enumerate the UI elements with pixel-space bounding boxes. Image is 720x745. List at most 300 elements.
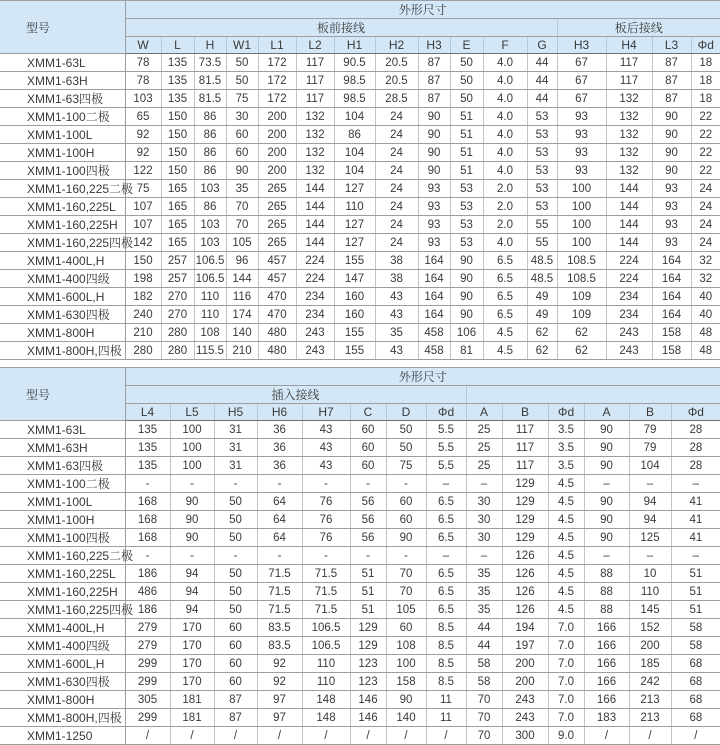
value-cell: 51 (671, 565, 720, 583)
value-cell: 90 (450, 270, 483, 288)
table-row (0, 72, 720, 90)
value-cell: 24 (375, 180, 418, 198)
value-cell: 28 (671, 421, 720, 439)
value-cell: 117 (502, 457, 548, 475)
col-header: H6 (257, 404, 302, 421)
value-cell: 22 (691, 108, 720, 126)
value-cell: 50 (386, 421, 426, 439)
value-cell: 38 (375, 270, 418, 288)
value-cell: 234 (296, 306, 334, 324)
col-header: L (161, 37, 194, 54)
value-cell: 100 (557, 216, 606, 234)
value-cell: 103 (194, 234, 226, 252)
value-cell: 168 (125, 529, 170, 547)
value-cell: 94 (170, 601, 214, 619)
value-cell: – (426, 475, 466, 493)
value-cell: 68 (671, 709, 720, 727)
value-cell: 224 (606, 270, 652, 288)
table-row (0, 180, 720, 198)
value-cell: 110 (334, 198, 375, 216)
value-cell: 210 (226, 342, 258, 360)
value-cell: 4.5 (548, 583, 584, 601)
value-cell: 73.5 (194, 54, 226, 72)
value-cell: 200 (629, 637, 671, 655)
value-cell: 200 (258, 144, 296, 162)
value-cell: / (584, 727, 629, 745)
value-cell: 6.5 (426, 493, 466, 511)
value-cell: 87 (652, 54, 691, 72)
value-cell: 132 (606, 108, 652, 126)
value-cell: 70 (386, 565, 426, 583)
value-cell: 104 (629, 457, 671, 475)
value-cell: 186 (125, 601, 170, 619)
value-cell: 92 (125, 144, 161, 162)
value-cell: 4.0 (483, 162, 527, 180)
value-cell: 186 (125, 565, 170, 583)
value-cell: 115.5 (194, 342, 226, 360)
value-cell: 97 (257, 691, 302, 709)
value-cell: 126 (502, 565, 548, 583)
value-cell: 68 (671, 673, 720, 691)
col-header: Φd (548, 404, 584, 421)
value-cell: 64 (257, 529, 302, 547)
value-cell: 43 (302, 421, 350, 439)
value-cell: 200 (258, 162, 296, 180)
value-cell: 8.5 (426, 655, 466, 673)
value-cell: 129 (502, 475, 548, 493)
value-cell: / (629, 727, 671, 745)
value-cell: 265 (258, 198, 296, 216)
value-cell: 90 (170, 529, 214, 547)
value-cell: 60 (214, 673, 257, 691)
value-cell: 4.5 (548, 565, 584, 583)
value-cell: 98.5 (334, 90, 375, 108)
value-cell: 35 (226, 180, 258, 198)
value-cell: 103 (194, 216, 226, 234)
value-cell: 2.0 (483, 198, 527, 216)
value-cell: 53 (527, 126, 557, 144)
value-cell: 110 (302, 655, 350, 673)
value-cell: 50 (214, 565, 257, 583)
table-row (0, 727, 720, 745)
table-row (0, 342, 720, 360)
value-cell: 41 (671, 529, 720, 547)
model-cell: XMM1-160,225四极 (0, 601, 125, 619)
value-cell: 160 (334, 306, 375, 324)
value-cell: 6.5 (426, 529, 466, 547)
value-cell: / (426, 727, 466, 745)
value-cell: 198 (125, 270, 161, 288)
value-cell: 150 (161, 144, 194, 162)
value-cell: 18 (691, 90, 720, 108)
value-cell: 135 (125, 439, 170, 457)
value-cell: 164 (652, 252, 691, 270)
value-cell: 4.5 (483, 342, 527, 360)
empty-group-header (466, 386, 720, 404)
value-cell: 90 (170, 493, 214, 511)
value-cell: 75 (125, 180, 161, 198)
value-cell: – (466, 547, 502, 565)
value-cell: 147 (334, 270, 375, 288)
value-cell: 71.5 (257, 565, 302, 583)
value-cell: 257 (161, 252, 194, 270)
value-cell: 197 (502, 637, 548, 655)
value-cell: 4.0 (483, 108, 527, 126)
value-cell: 126 (502, 601, 548, 619)
value-cell: 165 (161, 234, 194, 252)
value-cell: 104 (334, 144, 375, 162)
model-cell: XMM1-800H (0, 691, 125, 709)
value-cell: 144 (606, 216, 652, 234)
value-cell: 155 (334, 252, 375, 270)
value-cell: 67 (557, 72, 606, 90)
value-cell: 87 (418, 72, 450, 90)
col-header: E (450, 37, 483, 54)
value-cell: 243 (606, 324, 652, 342)
value-cell: 30 (226, 108, 258, 126)
value-cell: 158 (652, 342, 691, 360)
value-cell: 81.5 (194, 90, 226, 108)
value-cell: 3.5 (548, 457, 584, 475)
table-row (0, 637, 720, 655)
value-cell: 41 (671, 493, 720, 511)
value-cell: - (170, 475, 214, 493)
value-cell: 25 (466, 439, 502, 457)
value-cell: 109 (557, 288, 606, 306)
table-body (0, 54, 720, 360)
value-cell: 87 (652, 90, 691, 108)
value-cell: 30 (466, 493, 502, 511)
value-cell: 50 (386, 439, 426, 457)
value-cell: 165 (161, 180, 194, 198)
value-cell: 86 (334, 126, 375, 144)
value-cell: - (386, 547, 426, 565)
value-cell: 70 (466, 727, 502, 745)
value-cell: 270 (161, 288, 194, 306)
value-cell: 31 (214, 421, 257, 439)
value-cell: 56 (350, 511, 386, 529)
value-cell: 22 (691, 162, 720, 180)
value-cell: 97 (257, 709, 302, 727)
table-row (0, 288, 720, 306)
value-cell: 279 (125, 619, 170, 637)
value-cell: 83.5 (257, 637, 302, 655)
value-cell: 126 (502, 547, 548, 565)
value-cell: 53 (450, 234, 483, 252)
value-cell: 185 (629, 655, 671, 673)
model-column-header: 型号 (0, 1, 125, 54)
value-cell: 56 (350, 493, 386, 511)
value-cell: 4.0 (483, 90, 527, 108)
value-cell: 110 (629, 583, 671, 601)
value-cell: 20.5 (375, 72, 418, 90)
value-cell: 170 (170, 637, 214, 655)
value-cell: 4.0 (483, 72, 527, 90)
value-cell: 10 (629, 565, 671, 583)
value-cell: 132 (296, 126, 334, 144)
model-cell: XMM1-100四极 (0, 529, 125, 547)
value-cell: 3.5 (548, 421, 584, 439)
value-cell: / (257, 727, 302, 745)
value-cell: 6.5 (483, 270, 527, 288)
table-row (0, 547, 720, 565)
value-cell: 109 (557, 306, 606, 324)
value-cell: – (629, 475, 671, 493)
table-row (0, 216, 720, 234)
value-cell: 142 (125, 234, 161, 252)
value-cell: 35 (466, 583, 502, 601)
table-row (0, 108, 720, 126)
value-cell: 30 (466, 511, 502, 529)
value-cell: 79 (629, 439, 671, 457)
value-cell: 146 (350, 709, 386, 727)
col-header: W (125, 37, 161, 54)
value-cell: 135 (161, 72, 194, 90)
col-header: G (527, 37, 557, 54)
value-cell: 164 (652, 306, 691, 324)
value-cell: 100 (170, 421, 214, 439)
value-cell: 299 (125, 673, 170, 691)
value-cell: 93 (557, 144, 606, 162)
value-cell: 132 (606, 126, 652, 144)
value-cell: 243 (606, 342, 652, 360)
value-cell: 132 (606, 90, 652, 108)
value-cell: 53 (527, 198, 557, 216)
value-cell: 299 (125, 655, 170, 673)
value-cell: 83.5 (257, 619, 302, 637)
value-cell: 28.5 (375, 90, 418, 108)
value-cell: 56 (350, 529, 386, 547)
value-cell: 170 (170, 655, 214, 673)
table-row (0, 324, 720, 342)
value-cell: 135 (125, 421, 170, 439)
value-cell: 93 (418, 216, 450, 234)
value-cell: 243 (502, 691, 548, 709)
value-cell: 110 (194, 306, 226, 324)
value-cell: 64 (257, 493, 302, 511)
col-header: Φd (671, 404, 720, 421)
value-cell: 32 (691, 252, 720, 270)
value-cell: 183 (584, 709, 629, 727)
model-cell: XMM1-160,225H (0, 216, 125, 234)
value-cell: 160 (334, 288, 375, 306)
value-cell: 129 (502, 511, 548, 529)
value-cell: 4.5 (548, 475, 584, 493)
value-cell: 107 (125, 198, 161, 216)
value-cell: 90 (450, 306, 483, 324)
value-cell: 103 (194, 180, 226, 198)
value-cell: 78 (125, 72, 161, 90)
value-cell: 71.5 (257, 583, 302, 601)
value-cell: 93 (418, 234, 450, 252)
value-cell: 144 (606, 234, 652, 252)
value-cell: 76 (302, 511, 350, 529)
value-cell: 5.5 (426, 439, 466, 457)
value-cell: 6.5 (426, 565, 466, 583)
value-cell: 7.0 (548, 619, 584, 637)
value-cell: 458 (418, 342, 450, 360)
value-cell: 50 (226, 72, 258, 90)
value-cell: 129 (502, 493, 548, 511)
value-cell: 11 (426, 709, 466, 727)
value-cell: 51 (671, 583, 720, 601)
value-cell: 4.5 (548, 529, 584, 547)
value-cell: 90 (226, 162, 258, 180)
model-cell: XMM1-600L,H (0, 288, 125, 306)
value-cell: 60 (386, 511, 426, 529)
value-cell: 90 (450, 288, 483, 306)
model-cell: XMM1-400四级 (0, 270, 125, 288)
value-cell: 24 (375, 234, 418, 252)
value-cell: / (170, 727, 214, 745)
value-cell: 117 (606, 54, 652, 72)
value-cell: 3.5 (548, 439, 584, 457)
value-cell: 144 (296, 198, 334, 216)
group-header-row (0, 368, 720, 386)
value-cell: 150 (161, 162, 194, 180)
model-cell: XMM1-100H (0, 511, 125, 529)
value-cell: 108 (194, 324, 226, 342)
value-cell: 4.0 (483, 144, 527, 162)
value-cell: 166 (584, 691, 629, 709)
value-cell: 5.5 (426, 421, 466, 439)
value-cell: 36 (257, 457, 302, 475)
value-cell: / (214, 727, 257, 745)
value-cell: 168 (125, 511, 170, 529)
value-cell: 100 (386, 655, 426, 673)
value-cell: 51 (450, 144, 483, 162)
value-cell: 224 (606, 252, 652, 270)
col-header: L2 (296, 37, 334, 54)
value-cell: 86 (194, 144, 226, 162)
value-cell: 7.0 (548, 637, 584, 655)
value-cell: 70 (226, 198, 258, 216)
col-header: H2 (375, 37, 418, 54)
value-cell: 100 (557, 198, 606, 216)
value-cell: 150 (161, 126, 194, 144)
col-header: B (502, 404, 548, 421)
value-cell: 132 (296, 108, 334, 126)
value-cell: 71.5 (302, 565, 350, 583)
value-cell: 7.0 (548, 673, 584, 691)
value-cell: 76 (302, 493, 350, 511)
value-cell: 35 (466, 565, 502, 583)
value-cell: 200 (502, 655, 548, 673)
value-cell: 24 (375, 108, 418, 126)
value-cell: 31 (214, 439, 257, 457)
value-cell: 90 (652, 126, 691, 144)
value-cell: 6.5 (426, 511, 466, 529)
value-cell: 88 (584, 565, 629, 583)
value-cell: 6.5 (483, 252, 527, 270)
value-cell: 68 (671, 691, 720, 709)
group-header-row (0, 1, 720, 19)
col-header: H (194, 37, 226, 54)
value-cell: 53 (450, 216, 483, 234)
value-cell: 40 (691, 306, 720, 324)
value-cell: 486 (125, 583, 170, 601)
value-cell: 6.5 (483, 288, 527, 306)
value-cell: 213 (629, 709, 671, 727)
value-cell: - (302, 475, 350, 493)
value-cell: 280 (125, 342, 161, 360)
value-cell: 41 (671, 511, 720, 529)
value-cell: 53 (450, 198, 483, 216)
model-cell: XMM1-63四极 (0, 90, 125, 108)
value-cell: 100 (557, 180, 606, 198)
value-cell: 100 (170, 439, 214, 457)
value-cell: 81 (450, 342, 483, 360)
value-cell: 170 (170, 673, 214, 691)
value-cell: 55 (527, 216, 557, 234)
value-cell: 87 (652, 72, 691, 90)
value-cell: 93 (652, 234, 691, 252)
value-cell: 127 (334, 234, 375, 252)
value-cell: 18 (691, 54, 720, 72)
value-cell: - (350, 475, 386, 493)
value-cell: 90 (584, 421, 629, 439)
model-cell: XMM1-100H (0, 144, 125, 162)
value-cell: 75 (386, 457, 426, 475)
value-cell: 174 (226, 306, 258, 324)
model-cell: XMM1-100四极 (0, 162, 125, 180)
value-cell: 71.5 (302, 601, 350, 619)
value-cell: 53 (527, 108, 557, 126)
value-cell: 132 (606, 162, 652, 180)
value-cell: 132 (296, 144, 334, 162)
value-cell: 243 (502, 709, 548, 727)
value-cell: 86 (194, 162, 226, 180)
value-cell: 78 (125, 54, 161, 72)
value-cell: 117 (296, 90, 334, 108)
table-row (0, 270, 720, 288)
model-cell: XMM1-400四级 (0, 637, 125, 655)
value-cell: 144 (296, 180, 334, 198)
value-cell: 150 (125, 252, 161, 270)
value-cell: 90 (584, 493, 629, 511)
value-cell: 93 (557, 162, 606, 180)
value-cell: 135 (125, 457, 170, 475)
front-board-wiring-header: 板前接线 (125, 19, 557, 37)
value-cell: 6.5 (483, 306, 527, 324)
value-cell: 165 (161, 216, 194, 234)
value-cell: 60 (226, 126, 258, 144)
value-cell: - (350, 547, 386, 565)
table-row (0, 126, 720, 144)
value-cell: 94 (629, 511, 671, 529)
value-cell: 234 (606, 306, 652, 324)
value-cell: 62 (557, 342, 606, 360)
value-cell: 36 (257, 439, 302, 457)
value-cell: 4.5 (548, 547, 584, 565)
value-cell: 70 (226, 216, 258, 234)
value-cell: 108.5 (557, 252, 606, 270)
value-cell: 87 (214, 691, 257, 709)
model-column-header: 型号 (0, 368, 125, 421)
value-cell: – (584, 475, 629, 493)
value-cell: 123 (350, 655, 386, 673)
col-header: H7 (302, 404, 350, 421)
value-cell: / (350, 727, 386, 745)
value-cell: 117 (502, 439, 548, 457)
value-cell: 144 (296, 216, 334, 234)
value-cell: 48 (691, 342, 720, 360)
value-cell: 43 (302, 457, 350, 475)
col-header: C (350, 404, 386, 421)
value-cell: 182 (125, 288, 161, 306)
value-cell: 93 (418, 198, 450, 216)
value-cell: 106.5 (302, 619, 350, 637)
